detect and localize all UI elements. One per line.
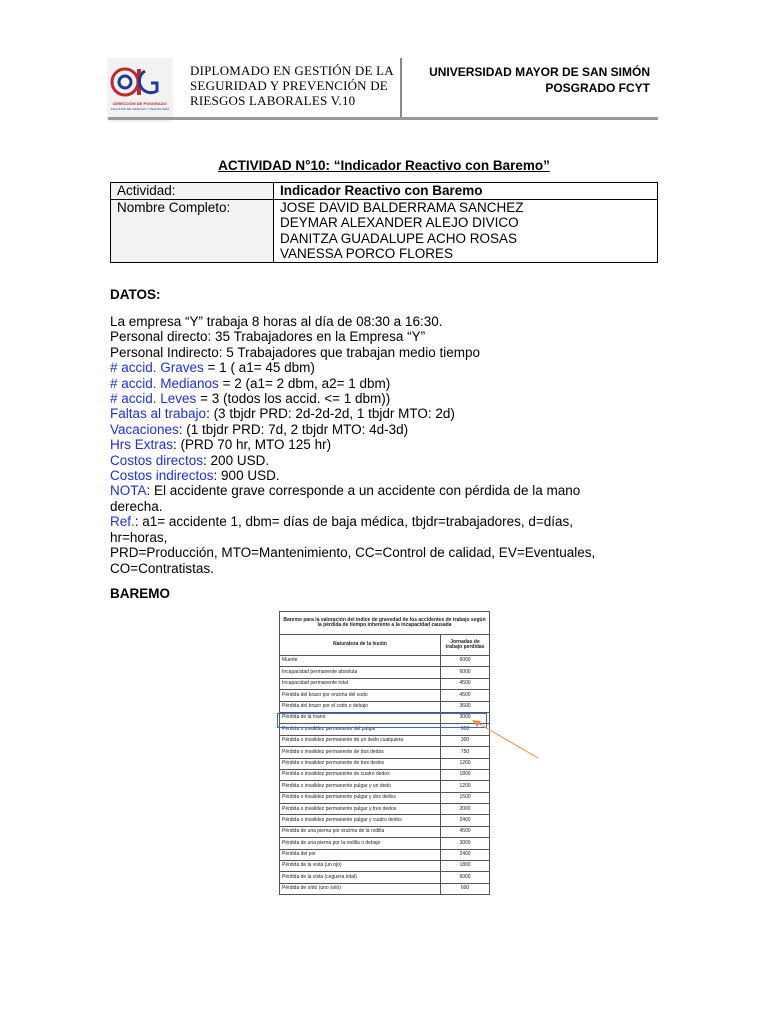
table-row — [280, 701, 490, 712]
table-row — [280, 883, 490, 894]
table-row — [280, 849, 490, 860]
datos-text: hr=horas, — [110, 529, 168, 545]
lesion-cell: Pérdida o invalidez permanente de un dedo cualquiera — [280, 735, 441, 746]
program-line: SEGURIDAD Y PREVENCIÓN DE — [190, 78, 388, 93]
datos-line — [110, 530, 658, 545]
table-row — [280, 678, 490, 689]
info-row-activity — [111, 183, 658, 200]
lesion-cell: Pérdida o invalidez permanente de cuatro dedos — [280, 769, 441, 780]
datos-text: : 900 USD. — [213, 468, 280, 484]
table-row — [280, 872, 490, 883]
table-row — [280, 826, 490, 837]
datos-key: Vacaciones — [110, 421, 179, 437]
jornadas-cell: 6000 — [441, 667, 490, 678]
datos-key: Costos directos — [110, 452, 204, 468]
info-table — [110, 182, 658, 263]
jornadas-cell: 1800 — [441, 861, 490, 872]
header-divider — [400, 58, 402, 118]
datos-line — [110, 453, 658, 468]
datos-line — [110, 545, 658, 560]
datos-key: Faltas al trabajo — [110, 406, 207, 422]
table-row — [280, 735, 490, 746]
jornadas-cell: 600 — [441, 883, 490, 894]
datos-line — [110, 360, 658, 375]
jornadas-cell: 6000 — [441, 872, 490, 883]
student-name: DANITZA GUADALUPE ACHO ROSAS — [280, 230, 518, 246]
baremo-body — [280, 656, 490, 895]
baremo-caption: Baremo para la valoración del índice de gravedad de los accidentes de trabajo según la pérdida de tiempo inherente a la incapacidad causada — [280, 612, 490, 635]
lesion-cell: Pérdida de una pierna por la rodilla o debajo — [280, 838, 441, 849]
lesion-cell: Pérdida o invalidez permanente del pulgar — [280, 724, 441, 735]
table-row — [280, 747, 490, 758]
student-name: JOSE DAVID BALDERRAMA SANCHEZ — [280, 199, 524, 215]
faculty-name: POSGRADO FCYT — [545, 81, 650, 95]
datos-text: : (3 tbjdr PRD: 2d-2d-2d, 1 tbjdr MTO: 2d) — [206, 406, 455, 422]
posgrado-logo-icon — [107, 58, 173, 106]
jornadas-cell: 750 — [441, 747, 490, 758]
lesion-cell: Incapacidad permanente absoluta — [280, 667, 441, 678]
datos-body — [110, 314, 658, 576]
table-row — [280, 769, 490, 780]
datos-line — [110, 329, 658, 344]
lesion-cell: Pérdida del brazo por el codo o debajo — [280, 701, 441, 712]
lesion-cell: Pérdida o invalidez permanente pulgar y cuatro dedos — [280, 815, 441, 826]
activity-value: Indicador Reactivo con Baremo — [274, 183, 658, 200]
lesion-cell: Pérdida de la mano — [280, 712, 441, 723]
jornadas-cell: 3600 — [441, 701, 490, 712]
datos-text: = 3 (todos los accid. <= 1 dbm)) — [196, 391, 391, 407]
jornadas-cell: 1200 — [441, 758, 490, 769]
lesion-cell: Pérdida o invalidez permanente de tres dedos — [280, 758, 441, 769]
datos-line — [110, 499, 658, 514]
baremo-figure — [279, 611, 490, 895]
datos-text: CO=Contratistas. — [110, 560, 214, 576]
name-label: Nombre Completo: — [111, 199, 274, 262]
datos-text: = 2 (a1= 2 dbm, a2= 1 dbm) — [218, 375, 391, 391]
table-row — [280, 667, 490, 678]
jornadas-cell: 4500 — [441, 690, 490, 701]
arrow-icon — [460, 712, 542, 762]
datos-key: # accid. Leves — [110, 391, 197, 407]
datos-text: La empresa “Y” trabaja 8 horas al día de 08:30 a 16:30. — [110, 314, 443, 329]
jornadas-cell: 300 — [441, 735, 490, 746]
jornadas-cell: 1800 — [441, 769, 490, 780]
datos-line — [110, 314, 658, 329]
datos-key: Hrs Extras — [110, 437, 174, 453]
datos-line — [110, 406, 658, 421]
table-row — [280, 804, 490, 815]
table-row — [280, 758, 490, 769]
header-rule — [108, 117, 658, 120]
student-name: DEYMAR ALEXANDER ALEJO DIVICO — [280, 215, 519, 230]
baremo-col-header: Naturaleza de la lesión — [280, 635, 441, 656]
datos-key: Ref. — [110, 514, 135, 530]
jornadas-cell: 3000 — [441, 712, 490, 723]
datos-text: : 200 USD. — [203, 452, 270, 468]
program-line: RIESGOS LABORALES V.10 — [190, 93, 356, 108]
jornadas-cell: 4500 — [441, 678, 490, 689]
student-name: VANESSA PORCO FLORES — [280, 246, 454, 261]
info-row-names — [111, 199, 658, 262]
university-block — [405, 64, 650, 96]
table-row — [280, 656, 490, 667]
datos-line — [110, 468, 658, 483]
lesion-cell: Pérdida del pie — [280, 849, 441, 860]
logo-subtitle: DIRECCIÓN DE POSGRADO — [113, 101, 167, 106]
jornadas-cell: 2400 — [441, 815, 490, 826]
table-row — [280, 838, 490, 849]
datos-text: : a1= accidente 1, dbm= días de baja médica, tbjdr=trabajadores, d=días, — [134, 514, 574, 530]
page-title: ACTIVIDAD N°10: “Indicador Reactivo con Baremo” — [218, 158, 550, 173]
program-line: DIPLOMADO EN GESTIÓN DE LA — [190, 63, 394, 78]
datos-text: = 1 ( a1= 45 dbm) — [203, 360, 315, 376]
datos-text: PRD=Producción, MTO=Mantenimiento, CC=Control de calidad, EV=Eventuales, — [110, 545, 596, 561]
lesion-cell: Pérdida de la vista (un ojo) — [280, 861, 441, 872]
datos-line — [110, 376, 658, 391]
baremo-heading: BAREMO — [110, 586, 170, 601]
lesion-cell: Pérdida o invalidez permanente pulgar y dos dedos — [280, 792, 441, 803]
lesion-cell: Pérdida o invalidez permanente de dos dedos — [280, 747, 441, 758]
datos-line — [110, 391, 658, 406]
datos-line — [110, 483, 658, 498]
datos-line — [110, 514, 658, 529]
lesion-cell: Pérdida de una pierna por encima de la rodilla — [280, 826, 441, 837]
highlight-box — [277, 713, 487, 728]
names-cell — [274, 199, 658, 262]
datos-key: # accid. Medianos — [110, 375, 219, 391]
table-row — [280, 815, 490, 826]
datos-key: Costos indirectos — [110, 468, 214, 484]
jornadas-cell: 600 — [441, 724, 490, 735]
datos-text: derecha. — [110, 498, 163, 514]
jornadas-cell: 6000 — [441, 656, 490, 667]
datos-key: NOTA — [110, 483, 147, 499]
datos-text: : El accidente grave corresponde a un accidente con pérdida de la mano — [146, 483, 581, 499]
jornadas-cell: 1500 — [441, 792, 490, 803]
jornadas-cell: 1200 — [441, 781, 490, 792]
lesion-cell: Pérdida o invalidez permanente pulgar y tres dedos — [280, 804, 441, 815]
datos-text: Personal Indirecto: 5 Trabajadores que trabajan medio tiempo — [110, 344, 480, 360]
lesion-cell: Pérdida o invalidez permanente pulgar y un dedo — [280, 781, 441, 792]
university-name: UNIVERSIDAD MAYOR DE SAN SIMÓN — [429, 65, 650, 79]
datos-text: Personal directo: 35 Trabajadores en la Empresa “Y” — [110, 329, 426, 345]
datos-text: : (1 tbjdr PRD: 7d, 2 tbjdr MTO: 4d-3d) — [178, 421, 409, 437]
jornadas-cell: 2400 — [441, 849, 490, 860]
lesion-cell: Pérdida de la vista (ceguera total) — [280, 872, 441, 883]
datos-key: # accid. Graves — [110, 360, 204, 376]
datos-line — [110, 437, 658, 452]
datos-line — [110, 345, 658, 360]
lesion-cell: Pérdida del brazo por encima del codo — [280, 690, 441, 701]
lesion-cell: Pérdida de oído (uno solo) — [280, 883, 441, 894]
activity-label: Actividad: — [111, 183, 274, 200]
datos-heading: DATOS: — [110, 287, 161, 302]
datos-line — [110, 422, 658, 437]
lesion-cell: Muerte — [280, 656, 441, 667]
lesion-cell: Incapacidad permanente total — [280, 678, 441, 689]
table-row — [280, 861, 490, 872]
program-title — [190, 63, 395, 108]
table-row — [280, 690, 490, 701]
logo — [107, 58, 173, 122]
datos-text: : (PRD 70 hr, MTO 125 hr) — [173, 437, 332, 453]
jornadas-cell: 3000 — [441, 838, 490, 849]
jornadas-cell: 4500 — [441, 826, 490, 837]
jornadas-cell: 2000 — [441, 804, 490, 815]
baremo-col-header: Jornadas de trabajo perdidas — [441, 635, 490, 656]
logo-faculty: FACULTAD DE CIENCIAS Y TECNOLOGÍA — [110, 107, 170, 111]
datos-line — [110, 561, 658, 576]
table-row — [280, 792, 490, 803]
table-row — [280, 781, 490, 792]
baremo-table — [279, 611, 490, 895]
